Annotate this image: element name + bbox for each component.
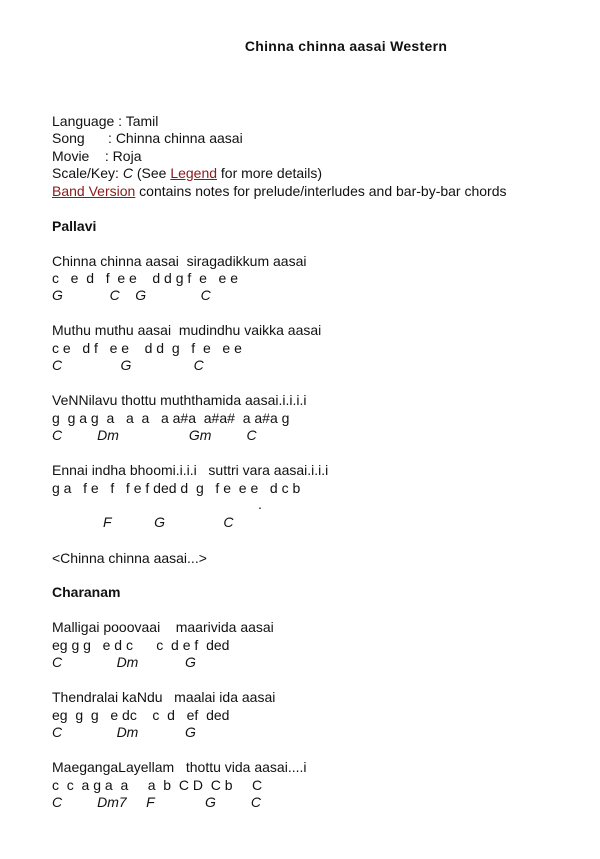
chords-line: C Dm G (52, 724, 196, 740)
repeat-marker: <Chinna chinna aasai...> (52, 550, 207, 566)
legend-link[interactable]: Legend (170, 165, 218, 181)
notes-line: eg g g e d c c d e f ded (52, 637, 230, 653)
scale-key: C (122, 165, 133, 181)
notes-line: eg g g e dc c d ef ded (52, 707, 230, 723)
chords-line: G C G C (52, 287, 211, 303)
notes-line: c c a g a a a b C D C b C (52, 777, 263, 793)
chords-line: C Dm Gm C (52, 427, 257, 443)
band-version-line (52, 183, 507, 200)
scale-prefix: Scale/Key: (52, 165, 123, 181)
chords-line: C Dm G (52, 654, 196, 670)
page-title: Chinna chinna aasai Western (244, 38, 448, 54)
notes-line: g g a g a a a a a#a a#a# a a#a g (52, 410, 290, 426)
charanam-heading: Charanam (52, 584, 121, 600)
chords-line: C G C (52, 357, 204, 373)
notes-line: c e d f e e d d g f e e e (52, 340, 242, 356)
scale-mid: (See (132, 165, 171, 181)
notes-line: g a f e f f e f ded d g f e e e d c b (52, 480, 301, 496)
scale-suffix: for more details) (217, 165, 323, 181)
lyric-line: Thendralai kaNdu maalai ida aasai (52, 689, 276, 705)
notes-line: c e d f e e d d g f e e e (52, 270, 238, 286)
pallavi-heading: Pallavi (52, 218, 97, 234)
lower-octave-dot: . (258, 496, 262, 512)
lyric-line: MaegangaLayellam thottu vida aasai....i (52, 759, 307, 775)
language-line: Language : Tamil (52, 113, 159, 129)
chords-line: F G C (103, 514, 234, 530)
band-version-suffix: contains notes for prelude/interludes and bar-by-bar chords (135, 183, 507, 199)
lyric-line: Muthu muthu aasai mudindhu vaikka aasai (52, 322, 322, 338)
lyric-line: Malligai pooovaai maarivida aasai (52, 619, 274, 635)
lyric-line: Chinna chinna aasai siragadikkum aasai (52, 253, 307, 269)
lyric-line: Ennai indha bhoomi.i.i.i suttri vara aasai.i.i.i (52, 462, 329, 478)
lyric-line: VeNNilavu thottu muththamida aasai.i.i.i.i (52, 392, 307, 408)
song-line: Song : Chinna chinna aasai (52, 130, 243, 146)
scale-line (52, 165, 322, 182)
movie-line: Movie : Roja (52, 148, 142, 164)
chords-line: C Dm7 F G C (52, 794, 261, 810)
band-version-link[interactable]: Band Version (52, 183, 136, 199)
